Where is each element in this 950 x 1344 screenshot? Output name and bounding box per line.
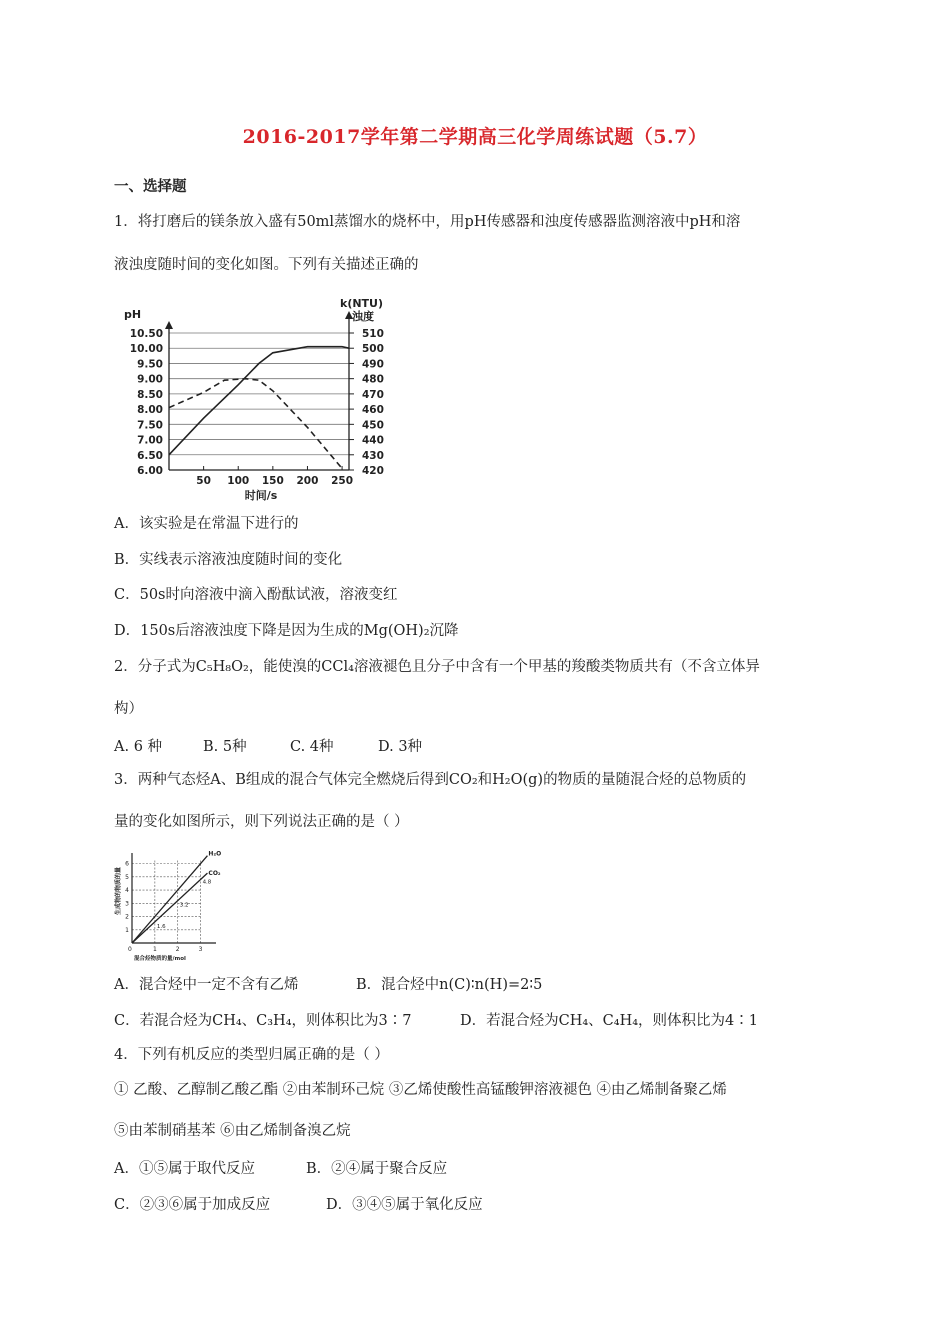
q3-option-d: D．若混合烃为CH₄、C₄H₄，则体积比为4∶1 [460, 1013, 758, 1029]
data-annotation: 1.6 [156, 923, 166, 930]
x-tick-label: 1 [152, 946, 157, 953]
y2-tick-label: 460 [362, 404, 384, 417]
q3-text-line2: 量的变化如图所示，则下列说法正确的是（ ） [114, 814, 409, 830]
q1-option-c: C．50s时向溶液中滴入酚酞试液，溶液变红 [114, 587, 398, 603]
y-tick-label: 9.50 [137, 358, 163, 371]
x-tick-label: 100 [227, 475, 250, 487]
y-tick-label: 9.00 [137, 373, 163, 386]
y-tick-label: 6.00 [137, 465, 163, 477]
q1-text-line1: 1．将打磨后的镁条放入盛有50ml蒸馏水的烧杯中，用pH传感器和浊度传感器监测溶液中pH和溶 [114, 214, 741, 230]
y-tick-label: 10.50 [129, 328, 163, 340]
q4-option-c: C．②③⑥属于加成反应 [114, 1197, 271, 1213]
y-tick-label: 5 [125, 873, 129, 881]
y-tick-label: 6.50 [137, 449, 163, 462]
x-tick-label: 200 [296, 475, 319, 487]
y-tick-label: 4 [125, 887, 129, 895]
x-tick-label: 3 [198, 946, 203, 953]
y2-tick-label: 510 [362, 328, 384, 340]
ph-turbidity-chart [112, 293, 402, 505]
y-axis-arrow [165, 321, 173, 329]
q4-option-a: A．①⑤属于取代反应 [114, 1161, 255, 1177]
page-title: 2016-2017学年第二学期高三化学周练试题（5.7） [242, 126, 708, 148]
y-tick-label: 6 [125, 860, 129, 868]
q4-text-line1: 4．下列有机反应的类型归属正确的是（ ） [114, 1047, 389, 1063]
q4-option-b: B．②④属于聚合反应 [306, 1161, 448, 1177]
origin-label: 0 [128, 946, 132, 953]
y2-axis-label: 浊度 [352, 310, 374, 323]
y2-tick-label: 440 [362, 434, 384, 447]
y-tick-label: 10.00 [129, 343, 163, 356]
y2-axis-unit-label: k(NTU) [340, 297, 384, 310]
series-line-co2 [132, 873, 207, 943]
combustion-products-chart [112, 845, 224, 963]
q2-option-a: A. 6 种 [114, 739, 163, 755]
y-tick-label: 7.50 [137, 419, 163, 432]
y2-tick-label: 470 [362, 388, 384, 401]
q2-text-line2: 构） [114, 701, 143, 717]
data-annotation: 3.2 [179, 902, 189, 909]
x-tick-label: 2 [175, 946, 180, 953]
ph-series-line [169, 347, 349, 455]
y-tick-label: 8.00 [137, 404, 163, 417]
y-tick-label: 3 [125, 900, 129, 908]
q1-option-a: A．该实验是在常温下进行的 [114, 516, 299, 532]
y2-tick-label: 480 [362, 373, 384, 386]
q4-text-line2: ① 乙酸、乙醇制乙酸乙酯 ②由苯制环己烷 ③乙烯使酸性高锰酸钾溶液褪色 ④由乙烯制备聚乙烯 [114, 1082, 727, 1098]
x-axis-label: 混合烃物质的量/mol [134, 956, 186, 962]
q2-option-c: C. 4种 [290, 739, 334, 755]
q4-text-line3: ⑤由苯制硝基苯 ⑥由乙烯制备溴乙烷 [114, 1123, 351, 1139]
y2-tick-label: 430 [362, 449, 384, 462]
y2-tick-label: 420 [362, 465, 384, 477]
y2-tick-label: 490 [362, 358, 384, 371]
section-heading: 一、选择题 [114, 178, 187, 195]
x-tick-label: 250 [331, 475, 354, 487]
x-axis-label: 时间/s [244, 489, 278, 502]
x-tick-label: 150 [261, 475, 284, 487]
y2-tick-label: 500 [362, 343, 384, 356]
y-axis-label: 生成物的物质的量 [115, 866, 122, 915]
y-tick-label: 2 [125, 913, 129, 921]
series-label: CO₂ [208, 870, 221, 878]
q3-text-line1: 3．两种气态烃A、B组成的混合气体完全燃烧后得到CO₂和H₂O(g)的物质的量随混合烃的总物质的 [114, 772, 747, 788]
y-tick-label: 8.50 [137, 388, 163, 401]
q1-option-d: D．150s后溶液浊度下降是因为生成的Mg(OH)₂沉降 [114, 623, 459, 639]
y-tick-label: 1 [125, 926, 129, 934]
series-label: H₂O [208, 850, 222, 858]
q3-option-a: A．混合烃中一定不含有乙烯 [114, 977, 299, 993]
q3-option-c: C．若混合烃为CH₄、C₃H₄，则体积比为3∶7 [114, 1013, 412, 1029]
q2-text-line1: 2．分子式为C₅H₈O₂，能使溴的CCl₄溶液褪色且分子中含有一个甲基的羧酸类物质共有（不含立体异 [114, 659, 760, 675]
q3-option-b: B．混合烃中n(C)∶n(H)=2∶5 [356, 977, 543, 993]
q1-option-b: B．实线表示溶液浊度随时间的变化 [114, 552, 343, 568]
q2-option-b: B. 5种 [203, 739, 247, 755]
y-axis-label: pH [124, 308, 142, 321]
x-tick-label: 50 [196, 475, 211, 487]
q4-option-d: D．③④⑤属于氧化反应 [326, 1197, 483, 1213]
y2-tick-label: 450 [362, 419, 384, 432]
q2-option-d: D. 3种 [378, 739, 423, 755]
y-tick-label: 7.00 [137, 434, 163, 447]
q1-text-line2: 液浊度随时间的变化如图。下列有关描述正确的 [114, 257, 419, 273]
data-annotation: 4.8 [202, 879, 212, 886]
